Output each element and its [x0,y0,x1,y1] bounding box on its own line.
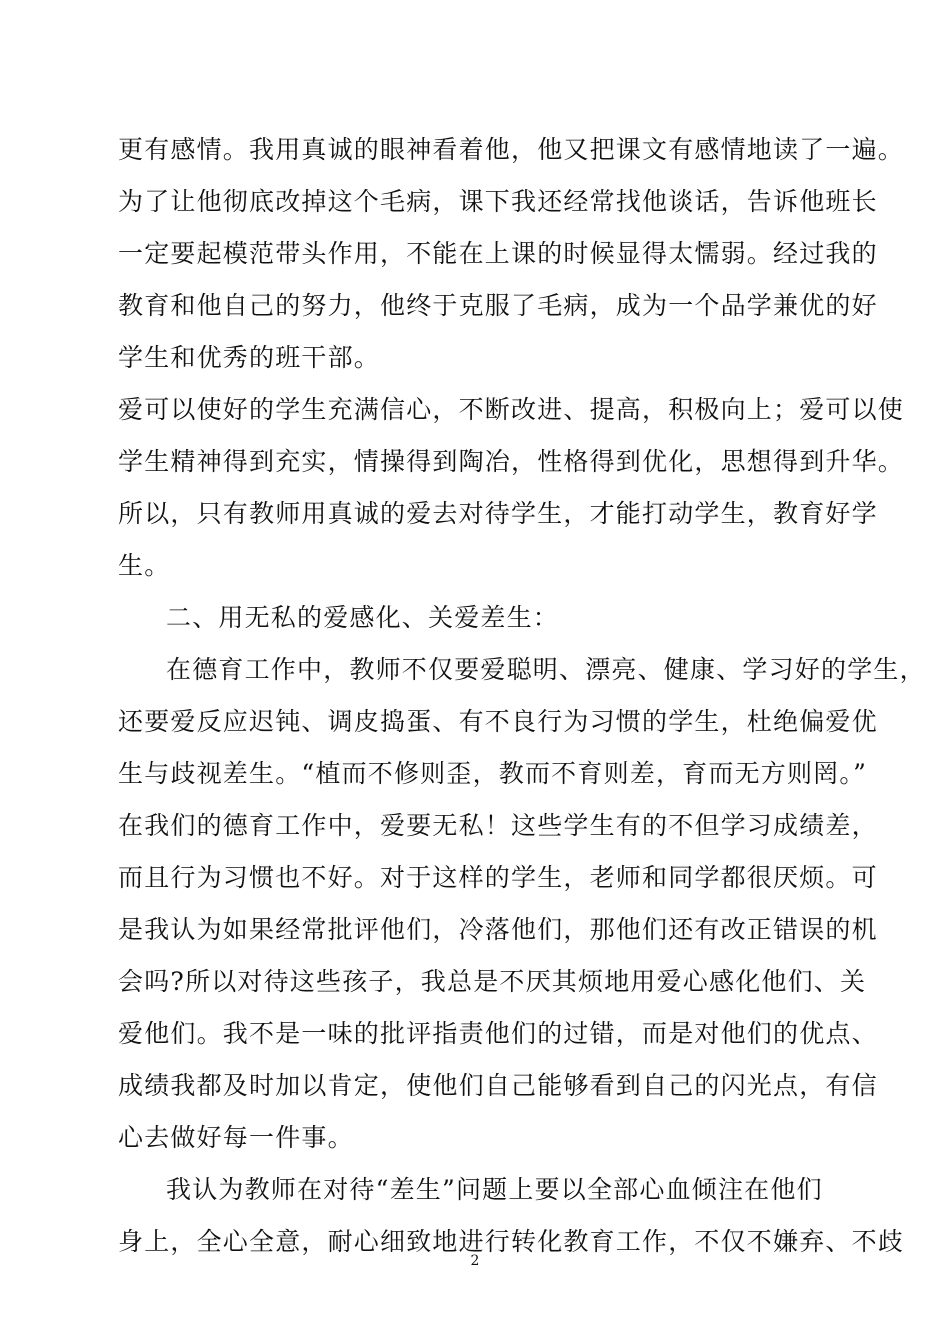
text-line: 更有感情。我用真诚的眼神看着他，他又把课文有感情地读了一遍。 [118,135,905,164]
text-line: 心去做好每一件事。 [118,1123,354,1152]
text-line: 学生精神得到充实，情操得到陶冶，性格得到优化，思想得到升华。 [118,447,905,476]
text-line: 身上，全心全意，耐心细致地进行转化教育工作，不仅不嫌弃、不歧 [118,1227,905,1256]
text-line: 在我们的德育工作中，爱要无私！这些学生有的不但学习成绩差， [118,811,878,840]
text-line: 爱可以使好的学生充满信心，不断改进、提高，积极向上；爱可以使 [118,395,905,424]
text-line: 是我认为如果经常批评他们，冷落他们，那他们还有改正错误的机 [118,915,878,944]
text-line: 会吗?所以对待这些孩子，我总是不厌其烦地用爱心感化他们、关 [118,967,867,996]
text-line: 还要爱反应迟钝、调皮捣蛋、有不良行为习惯的学生，杜绝偏爱优 [118,707,878,736]
text-line: 我认为教师在对待“差生”问题上要以全部心血倾注在他们 [166,1175,823,1204]
section-heading: 二、用无私的爱感化、关爱差生： [166,603,560,632]
text-line: 一定要起模范带头作用，不能在上课的时候显得太懦弱。经过我的 [118,239,878,268]
text-line: 教育和他自己的努力，他终于克服了毛病，成为一个品学兼优的好 [118,291,878,320]
text-line: 为了让他彻底改掉这个毛病，课下我还经常找他谈话，告诉他班长 [118,187,878,216]
text-line: 而且行为习惯也不好。对于这样的学生，老师和同学都很厌烦。可 [118,863,878,892]
text-line: 成绩我都及时加以肯定，使他们自己能够看到自己的闪光点，有信 [118,1071,878,1100]
text-line: 生。 [118,551,171,580]
text-line: 爱他们。我不是一味的批评指责他们的过错，而是对他们的优点、 [118,1019,878,1048]
page-number: 2 [470,1253,480,1269]
text-line: 生与歧视差生。“植而不修则歪，教而不育则差，育而无方则罔。” [118,759,868,788]
text-line: 在德育工作中，教师不仅要爱聪明、漂亮、健康、学习好的学生， [166,655,926,684]
text-line: 所以，只有教师用真诚的爱去对待学生，才能打动学生，教育好学 [118,499,878,528]
text-line: 学生和优秀的班干部。 [118,343,381,372]
